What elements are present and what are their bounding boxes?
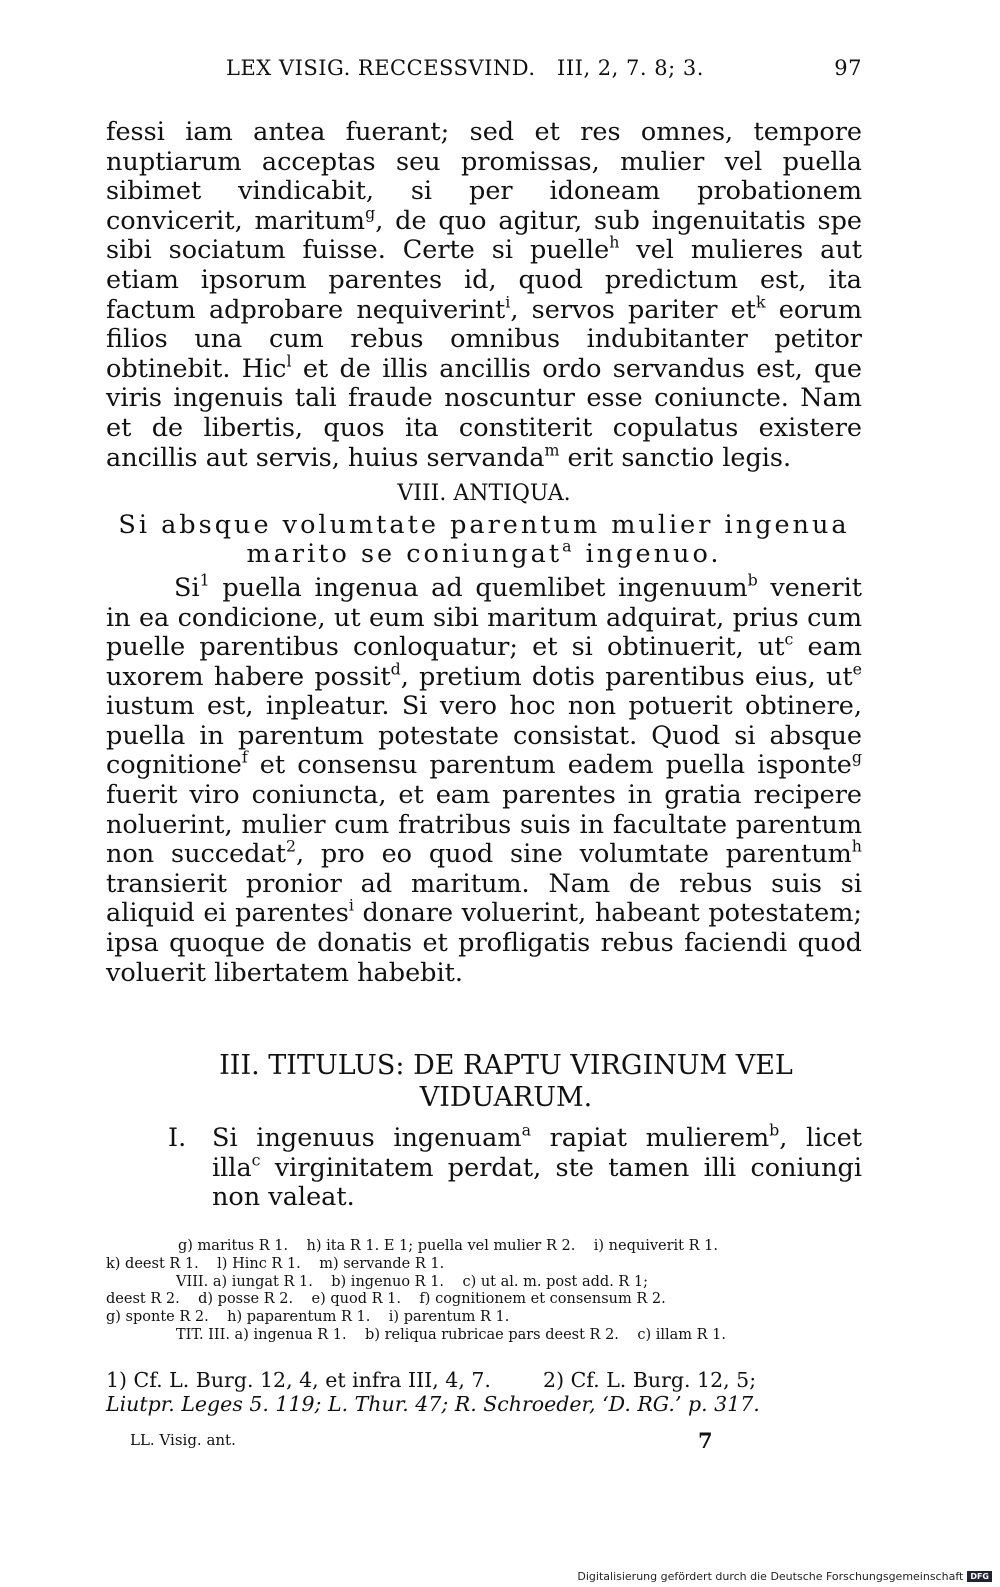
- signature-mark: LL. Visig. ant.: [130, 1431, 236, 1449]
- titulus-heading: [150, 1050, 862, 1114]
- apparatus-mark: m: [544, 440, 560, 460]
- apparatus-mark: a: [521, 1120, 531, 1140]
- digitization-credit: [577, 1570, 992, 1583]
- apparatus-mark: b: [747, 570, 758, 590]
- apparatus-mark: h: [609, 233, 620, 253]
- critical-apparatus: [106, 1238, 862, 1345]
- law-number: I.: [168, 1123, 187, 1153]
- apparatus-line: deest R 2. d) posse R 2. e) quod R 1. f) cognitionem et consensum R 2.: [106, 1291, 666, 1308]
- titulus-line-1: III. TITULUS: DE RAPTU VIRGINUM VEL: [219, 1050, 793, 1081]
- apparatus-mark: c: [784, 629, 794, 649]
- page-number: 97: [834, 56, 862, 80]
- apparatus-mark: k: [756, 292, 766, 312]
- law-one: [168, 1120, 862, 1213]
- apparatus-line: TIT. III. a) ingenua R 1. b) reliqua rubricae pars deest R 2. c) illam R 1.: [176, 1326, 727, 1343]
- law-text: Si$^1$ puella ingenua ad quemlibet ingenuum$^b$ venerit in ea condicione, ut eum sibi maritum adquirat, prius cum puelle parentibus conloquatur; et si obtinuerit, $ut^c$ eam uxorem habere possit$^d$, pretium dotis parentibus eius, $ut^e$ iustum est, inpleatur. Si vero hoc non potuerit obtinere, puella in parentum potestate consistat. Quod si absque cognitione$^f$ et consensu parentum eadem puella isponte$^g$ fuerit viro coniuncta, et eam parentes in gratia recipere noluerint, mulier cum fratribus suis in facultate parentum non succedat$^2$, pro eo quod sine volumtate parentum$^h$ transierit pronior ad maritum. Nam de rebus suis si aliquid ei parentes$^i$ donare voluerint, habeant potestatem; ipsa quoque de donatis et profligatis rebus faciendi quod voluerit libertatem habebit.: [106, 570, 862, 988]
- law-rubric: Si absque volumtate parentum mulier ingenua marito se coniungat$^a$ ingenuo.: [118, 509, 850, 570]
- apparatus-line: VIII. a) iungat R 1. b) ingenuo R 1. c) ut al. m. post add. R 1;: [176, 1273, 649, 1290]
- apparatus-mark: e: [852, 659, 862, 679]
- apparatus-mark: f: [241, 748, 248, 768]
- apparatus-line: k) deest R 1. l) Hinc R 1. m) servande R 1.: [106, 1255, 445, 1272]
- gathering-number: 7: [698, 1428, 713, 1453]
- footnote-line: 1) Cf. L. Burg. 12, 4, et infra III, 4, 7. 2) Cf. L. Burg. 12, 5;: [106, 1368, 757, 1392]
- apparatus-mark: i: [348, 896, 354, 916]
- footnotes: [106, 1368, 862, 1416]
- titulus-line-2: VIDUARUM.: [419, 1082, 593, 1113]
- dfg-logo: DFG: [967, 1571, 992, 1582]
- apparatus-mark: h: [851, 836, 862, 856]
- main-text: [106, 118, 862, 988]
- footnote-mark: 2: [285, 836, 296, 856]
- apparatus-mark: b: [769, 1120, 780, 1140]
- footnote-line: Liutpr. Leges 5. 119; L. Thur. 47; R. Schroeder, ‘D. RG.’ p. 317.: [106, 1392, 760, 1416]
- paragraph-continuation: fessi iam antea fuerant; sed et res omnes, tempore nuptiarum acceptas seu promissas, mulier vel puella sibimet vindicabit, si per idoneam probationem convicerit, maritum$^g$, de quo agitur, sub ingenuitatis spe sibi sociatum fuisse. Certe si puelle$^h$ vel mulieres aut etiam ipsorum parentes id, quod predictum est, ita factum adprobare nequiverint$^i$, servos pariter $et^k$ eorum filios una cum rebus omnibus indubitanter petitor obtinebit. Hic$^l$ et de illis ancillis ordo servandus est, que viris ingenuis tali fraude noscuntur esse coniuncte. Nam et de libertis, quos ita constiterit copulatus existere ancillis aut servis, huius servanda$^m$ erit sanctio legis.: [106, 117, 863, 473]
- apparatus-mark: g: [365, 203, 376, 223]
- apparatus-line: g) maritus R 1. h) ita R 1. E 1; puella vel mulier R 2. i) nequiverit R 1.: [178, 1238, 718, 1254]
- apparatus-line: g) sponte R 2. h) paparentum R 1. i) parentum R 1.: [106, 1309, 510, 1326]
- section-heading: VIII. ANTIQUA.: [397, 481, 571, 507]
- running-title: LEX VISIG. RECCESSVIND. III, 2, 7. 8; 3.: [226, 56, 704, 80]
- apparatus-mark: g: [851, 748, 862, 768]
- law-one-rubric: Si ingenuus ingenuam$^a$ rapiat mulierem$^b$, licet illa$^c$ virginitatem perdat, ste tamen illi coniungi non valeat.: [212, 1120, 862, 1213]
- digitization-note: Digitalisierung gefördert durch die Deutsche Forschungsgemeinschaft: [577, 1570, 964, 1583]
- apparatus-mark: d: [390, 659, 401, 679]
- apparatus-mark: l: [286, 351, 292, 371]
- apparatus-mark: i: [505, 292, 511, 312]
- apparatus-mark: c: [251, 1150, 261, 1170]
- apparatus-mark: a: [562, 537, 575, 557]
- footnote-mark: 1: [199, 570, 210, 590]
